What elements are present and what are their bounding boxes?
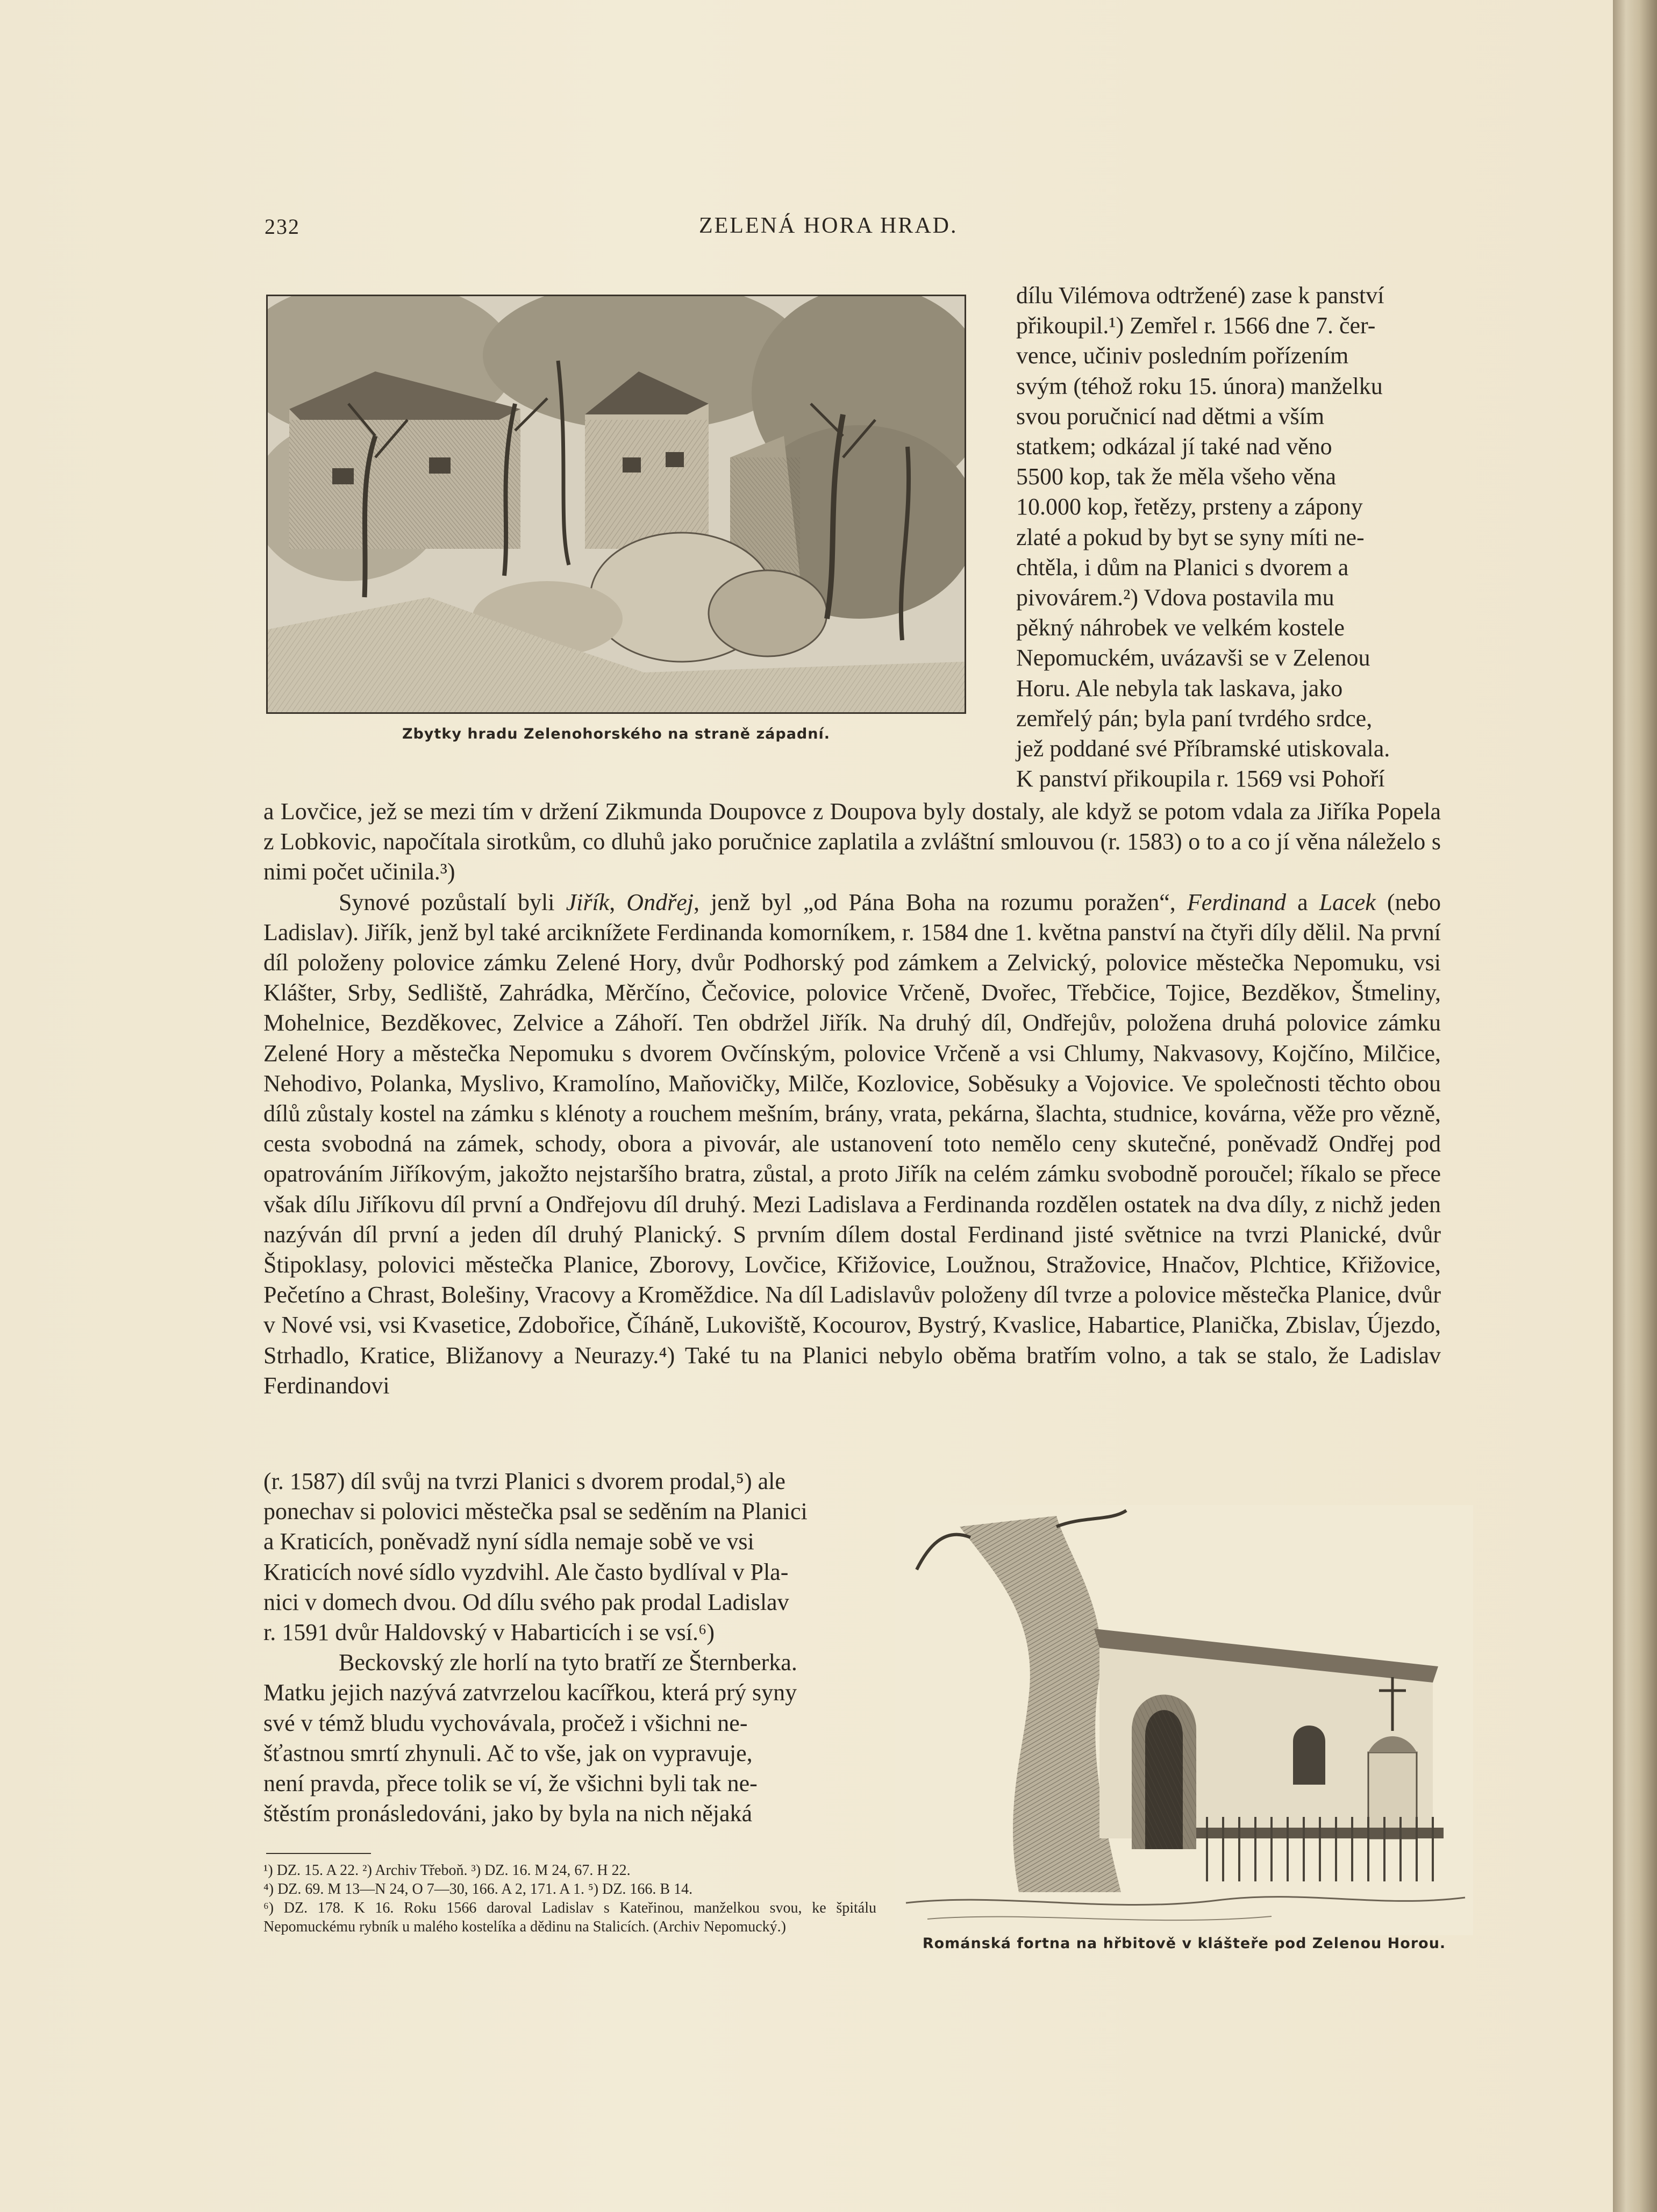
text-line: chtěla, i dům na Planici s dvorem a xyxy=(1016,554,1349,581)
name-ondrej: Ondřej xyxy=(626,889,694,915)
text-line: Kraticích nové sídlo vyzdvihl. Ale často bydlíval v Pla- xyxy=(263,1558,789,1585)
book-binding-edge xyxy=(1613,0,1657,2212)
left-column-text xyxy=(263,1466,876,1829)
name-jirik: Jiřík xyxy=(566,889,610,915)
footnote: ⁶) DZ. 178. K 16. Roku 1566 daroval Ladislav s Kateřinou, manželkou svou, ke špitálu Nepomuckému rybník u malého kostelíka a dědinu na Stalicích. (Archiv Nepomucký.) xyxy=(263,1900,876,1935)
page-number: 232 xyxy=(265,214,300,239)
paragraph-2-part: , xyxy=(609,889,627,915)
text-line: ponechav si polovici městečka psal se seděním na Planici xyxy=(263,1498,808,1525)
text-line: štěstím pronásledováni, jako by byla na nich nějaká xyxy=(263,1800,753,1827)
text-line: Beckovský zle horlí na tyto bratří ze Šternberka. xyxy=(339,1649,797,1676)
romanesque-gate-drawing xyxy=(895,1505,1473,1935)
right-column-text xyxy=(1016,281,1441,794)
name-ferdinand: Ferdinand xyxy=(1187,889,1286,915)
text-line: Horu. Ale nebyla tak laskava, jako xyxy=(1016,675,1343,701)
paragraph-1: a Lovčice, jež se mezi tím v držení Zikmunda Doupovce z Doupova byly dostaly, ale když se potom vdala za Jiříka Popela z Lobkovic, napočítala sirotkům, co dluhů jako poručnice zaplatila a zvláštní smlouvou (r. 1583) o to a co jí věna náleželo s nimi počet učinila.³) xyxy=(263,798,1441,885)
footnote-rule xyxy=(266,1853,371,1854)
text-line: (r. 1587) díl svůj na tvrzi Planici s dvorem prodal,⁵) ale xyxy=(263,1468,785,1494)
footnote: ¹) DZ. 15. A 22. ²) Archiv Třeboň. ³) DZ. 16. M 24, 67. H 22. xyxy=(263,1862,631,1879)
running-title: ZELENÁ HORA HRAD. xyxy=(699,213,958,238)
name-lacek: Lacek xyxy=(1319,889,1376,915)
text-line: šťastnou smrtí zhynuli. Ač to vše, jak on vypravuje, xyxy=(263,1739,753,1766)
bottom-figure-caption: Románská fortna na hřbitově v klášteře pod Zelenou Horou. xyxy=(922,1935,1446,1952)
text-line: pivovárem.²) Vdova postavila mu xyxy=(1016,584,1334,611)
text-line: 10.000 kop, řetězy, prsteny a zápony xyxy=(1016,493,1363,520)
text-line: dílu Vilémova odtržené) zase k panství xyxy=(1016,282,1384,309)
castle-ruins-illustration xyxy=(266,295,966,714)
top-figure-caption: Zbytky hradu Zelenohorského na straně západní. xyxy=(402,726,830,742)
text-line: přikoupil.¹) Zemřel r. 1566 dne 7. čer- xyxy=(1016,312,1376,339)
text-line: a Kraticích, poněvadž nyní sídla nemaje sobě ve vsi xyxy=(263,1528,754,1555)
text-line: zemřelý pán; byla paní tvrdého srdce, xyxy=(1016,705,1373,732)
castle-ruins-drawing xyxy=(268,296,965,712)
romanesque-gate-illustration xyxy=(895,1505,1473,1935)
text-line: vence, učiniv posledním pořízením xyxy=(1016,342,1349,369)
text-line: pěkný náhrobek ve velkém kostele xyxy=(1016,614,1345,641)
text-line: své v témž bludu vychovávala, pročež i všichni ne- xyxy=(263,1709,748,1736)
full-width-text xyxy=(263,797,1441,1401)
paragraph-2-part: a xyxy=(1285,889,1319,915)
paragraph-2 xyxy=(263,887,1441,1401)
paragraph-2-part: Synové pozůstalí byli xyxy=(339,889,566,915)
text-line: nici v domech dvou. Od dílu svého pak prodal Ladislav xyxy=(263,1588,789,1615)
paragraph-2-part: , jenž byl „od Pána Boha na rozumu poražen“, xyxy=(693,889,1187,915)
text-line: r. 1591 dvůr Haldovský v Habarticích i se vsí.⁶) xyxy=(263,1619,715,1646)
text-line: svou poručnicí nad dětmi a vším xyxy=(1016,403,1325,429)
text-line: zlaté a pokud by byt se syny míti ne- xyxy=(1016,524,1365,550)
paragraph-2-part: (nebo Ladislav). Jiřík, jenž byl také arciknížete Ferdinanda komorníkem, r. 1584 dne 1. května panství na čtyři díly dělil. Na první díl položeny polovice zámku Zelené Hory, dvůr Podhorský pod zámkem a Zelvický, polovice městečka Nepomuku, vsi Klášter, Srby, Sedliště, Zahrádka, Měrčíno, Čečovice, polovice Vrčeně, Dvořec, Třebčice, Tojice, Bezděkov, Štmeliny, Mohelnice, Bezděkovec, Zelvice a Záhoří. Ten obdržel Jiřík. Na druhý díl, Ondřejův, položena druhá polovice zámku Zelené Hory a městečka Nepomuku s dvorem Ovčínským, polovice Vrčeně a vsi Chlumy, Nakvasovy, Kojčíno, Milčice, Nehodivo, Polanka, Myslivo, Kramolíno, Maňovičky, Milče, Kozlovice, Soběsuky a Vojovice. Ve společnosti těchto obou dílů zůstaly kostel na zámku s klénoty a rouchem mešním, brány, vrata, pekárna, šlachta, studnice, kovárna, věže pro vězně, cesta svobodná na zámek, schody, obora a pivovár, ale ustanovení toto nemělo ceny skutečné, poněvadž Ondřej pod opatrováním Jiříkovým, jakožto nejstaršího bratra, zůstal, a proto Jiřík na celém zámku svobodně poroučel; říkalo se přece však dílu Jiříkovu díl první a Ondřejovu díl druhý. Mezi Ladislava a Ferdinanda rozdělen ostatek na dva díly, z nichž jeden nazýván díl první a jeden díl druhý Planický. S prvním dílem dostal Ferdinand jisté světnice na tvrzi Planické, dvůr Štipoklasy, polovici městečka Planice, Zborovy, Lovčice, Křižovice, Loužnou, Stražovice, Hnačov, Plchtice, Křižovice, Pečetíno a Chrast, Bolešiny, Vracovy a Kroměždice. Na díl Ladislavův položeny díl tvrze a polovice městečka Planice, dvůr v Nové vsi, vsi Kvasetice, Zdobořice, Číháně, Lukoviště, Kocourov, Bystrý, Kvaslice, Habartice, Planička, Zbislav, Újezdo, Strhadlo, Kratice, Bližanovy a Neurazy.⁴) Také tu na Planici nebylo oběma bratřím volno, a tak se stalo, že Ladislav Ferdinandovi xyxy=(263,889,1441,1399)
text-line: není pravda, přece tolik se ví, že všichni byli tak ne- xyxy=(263,1770,758,1797)
footnotes xyxy=(263,1861,876,1936)
text-line: Nepomuckém, uvázavši se v Zelenou xyxy=(1016,645,1370,671)
text-line: 5500 kop, tak že měla všeho věna xyxy=(1016,463,1337,490)
footnote: ⁴) DZ. 69. M 13—N 24, O 7—30, 166. A 2, 171. A 1. ⁵) DZ. 166. B 14. xyxy=(263,1881,693,1898)
text-line: statkem; odkázal jí také nad věno xyxy=(1016,433,1332,460)
text-line: jež poddané své Příbramské utiskovala. xyxy=(1016,735,1390,762)
text-line: K panství přikoupila r. 1569 vsi Pohoří xyxy=(1016,765,1385,792)
text-line: svým (téhož roku 15. února) manželku xyxy=(1016,373,1383,399)
text-line: Matku jejich nazývá zatvrzelou kacířkou, která prý syny xyxy=(263,1679,797,1706)
